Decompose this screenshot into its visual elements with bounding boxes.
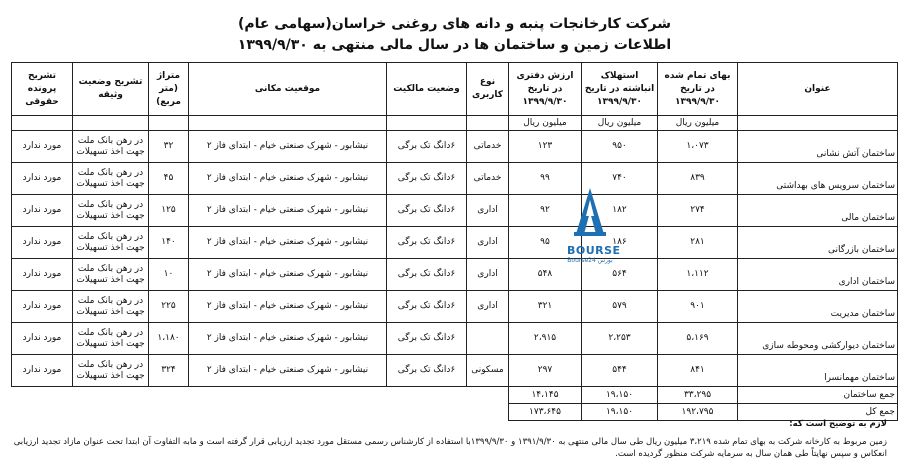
cell-deed-status: در رهن بانک ملت جهت اخذ تسهیلات — [73, 227, 149, 259]
cell-legal: مورد ندارد — [12, 323, 73, 355]
cell-area: ۱۰ — [149, 259, 189, 291]
cell-depreciation: ۱۸۲ — [582, 195, 658, 227]
col-usage-header: نوع کاربری — [467, 63, 509, 116]
cell-deed-status: در رهن بانک ملت جهت اخذ تسهیلات — [73, 323, 149, 355]
cell-title: ساختمان دیوارکشی ومحوطه سازی — [738, 323, 898, 355]
cell-usage: اداری — [467, 291, 509, 323]
buildings-total-cost: ۳۳،۲۹۵ — [658, 387, 738, 404]
cell-area: ۱،۱۸۰ — [149, 323, 189, 355]
cell-deed-status: در رهن بانک ملت جهت اخذ تسهیلات — [73, 291, 149, 323]
bourse-logo-icon — [570, 186, 610, 238]
col-book-value-header: ارزش دفتری در تاریخ ۱۳۹۹/۹/۳۰ — [509, 63, 582, 116]
cell-ownership: ۶دانگ تک برگی — [387, 259, 467, 291]
unit-blank — [189, 116, 387, 131]
cell-deed-status: در رهن بانک ملت جهت اخذ تسهیلات — [73, 355, 149, 387]
cell-cost: ۸۳۹ — [658, 163, 738, 195]
cell-title: ساختمان بازرگانی — [738, 227, 898, 259]
buildings-total-label: جمع ساختمان — [738, 387, 898, 404]
cell-location: نیشابور - شهرک صنعتی خیام - ابتدای فاز ۲ — [189, 227, 387, 259]
cell-usage: خدماتی — [467, 131, 509, 163]
company-title: شرکت کارخانجات پنبه و دانه های روغنی خراسان(سهامی عام) — [237, 16, 672, 32]
grand-total-depreciation: ۱۹،۱۵۰ — [582, 404, 658, 421]
cell-depreciation: ۵۷۹ — [582, 291, 658, 323]
cell-book-value: ۲،۹۱۵ — [509, 323, 582, 355]
cell-location: نیشابور - شهرک صنعتی خیام - ابتدای فاز ۲ — [189, 195, 387, 227]
cell-title: ساختمان اداری — [738, 259, 898, 291]
cell-ownership: ۶دانگ تک برگی — [387, 195, 467, 227]
unit-blank — [467, 116, 509, 131]
buildings-total-book: ۱۴،۱۴۵ — [509, 387, 582, 404]
cell-usage: اداری — [467, 227, 509, 259]
cell-cost: ۱،۱۱۲ — [658, 259, 738, 291]
cell-title: ساختمان سرویس های بهداشتی — [738, 163, 898, 195]
cell-area: ۲۲۵ — [149, 291, 189, 323]
grand-total-label: جمع کل — [738, 404, 898, 421]
unit-blank — [12, 116, 73, 131]
buildings-table — [11, 62, 898, 421]
cell-legal: مورد ندارد — [12, 195, 73, 227]
cell-ownership: ۶دانگ تک برگی — [387, 131, 467, 163]
cell-ownership: ۶دانگ تک برگی — [387, 163, 467, 195]
cell-location: نیشابور - شهرک صنعتی خیام - ابتدای فاز ۲ — [189, 291, 387, 323]
bourse-logo-text: BOURSE — [567, 244, 621, 257]
note-body: زمین مربوط به کارخانه شرکت به بهای تمام شده ۳،۲۱۹ میلیون ریال طی سال مالی منتهی به ۱۳۹۱/۹/۳۰ و ۱۳۹۹/۹/۳۰با استفاده از کارشناس رسمی مستقل مورد تجدید ارزیابی قرار گرفته است و مابه التفاوت آن ابتدا تحت عنوان مازاد تجدید ارزیابی انعکاس و سپس نهایتاً طی همان سال به سرمایه شرکت منظور گردیده است. — [13, 437, 887, 459]
cell-cost: ۵،۱۶۹ — [658, 323, 738, 355]
cell-usage — [467, 323, 509, 355]
cell-area: ۱۲۵ — [149, 195, 189, 227]
cell-book-value: ۵۴۸ — [509, 259, 582, 291]
cell-title: ساختمان مالی — [738, 195, 898, 227]
buildings-total-depreciation: ۱۹،۱۵۰ — [582, 387, 658, 404]
col-location-header: موقعیت مکانی — [189, 63, 387, 116]
cell-cost: ۲۷۴ — [658, 195, 738, 227]
table-row — [12, 323, 898, 355]
cell-location: نیشابور - شهرک صنعتی خیام - ابتدای فاز ۲ — [189, 323, 387, 355]
cell-area: ۱۴۰ — [149, 227, 189, 259]
cell-legal: مورد ندارد — [12, 259, 73, 291]
table-row — [12, 195, 898, 227]
table-row — [12, 259, 898, 291]
cell-deed-status: در رهن بانک ملت جهت اخذ تسهیلات — [73, 163, 149, 195]
cell-legal: مورد ندارد — [12, 355, 73, 387]
cell-ownership: ۶دانگ تک برگی — [387, 291, 467, 323]
col-ownership-header: وضعیت مالکیت — [387, 63, 467, 116]
unit-blank — [738, 116, 898, 131]
cell-area: ۳۲ — [149, 131, 189, 163]
cell-location: نیشابور - شهرک صنعتی خیام - ابتدای فاز ۲ — [189, 163, 387, 195]
cell-ownership: ۶دانگ تک برگی — [387, 355, 467, 387]
unit-blank — [149, 116, 189, 131]
cell-location: نیشابور - شهرک صنعتی خیام - ابتدای فاز ۲ — [189, 259, 387, 291]
cell-legal: مورد ندارد — [12, 291, 73, 323]
cell-book-value: ۲۹۷ — [509, 355, 582, 387]
cell-ownership: ۶دانگ تک برگی — [387, 323, 467, 355]
unit-blank — [73, 116, 149, 131]
cell-depreciation: ۲،۲۵۳ — [582, 323, 658, 355]
unit-label-book: میلیون ریال — [509, 116, 582, 131]
cell-depreciation: ۵۶۴ — [582, 259, 658, 291]
bourse-logo-subtext: Bourse24 بورس — [567, 257, 613, 264]
unit-label-depreciation: میلیون ریال — [582, 116, 658, 131]
col-title-header: عنوان — [738, 63, 898, 116]
cell-legal: مورد ندارد — [12, 163, 73, 195]
cell-deed-status: در رهن بانک ملت جهت اخذ تسهیلات — [73, 259, 149, 291]
cell-legal: مورد ندارد — [12, 227, 73, 259]
report-subtitle: اطلاعات زمین و ساختمان ها در سال مالی منتهی به ۱۳۹۹/۹/۳۰ — [237, 37, 672, 53]
cell-usage: خدماتی — [467, 163, 509, 195]
cell-title: ساختمان مدیریت — [738, 291, 898, 323]
cell-usage: مسکونی — [467, 355, 509, 387]
cell-book-value: ۱۲۳ — [509, 131, 582, 163]
cell-book-value: ۹۵ — [509, 227, 582, 259]
table-row — [12, 355, 898, 387]
cell-depreciation: ۱۸۶ — [582, 227, 658, 259]
cell-location: نیشابور - شهرک صنعتی خیام - ابتدای فاز ۲ — [189, 355, 387, 387]
cell-location: نیشابور - شهرک صنعتی خیام - ابتدای فاز ۲ — [189, 131, 387, 163]
table-row — [12, 291, 898, 323]
cell-ownership: ۶دانگ تک برگی — [387, 227, 467, 259]
grand-total-book: ۱۷۳،۶۴۵ — [509, 404, 582, 421]
col-cost-header: بهای تمام شده در تاریخ ۱۳۹۹/۹/۳۰ — [658, 63, 738, 116]
grand-total-cost: ۱۹۲،۷۹۵ — [658, 404, 738, 421]
cell-cost: ۲۸۱ — [658, 227, 738, 259]
cell-legal: مورد ندارد — [12, 131, 73, 163]
cell-usage: اداری — [467, 259, 509, 291]
sum-spacer — [12, 404, 509, 421]
table-row — [12, 227, 898, 259]
cell-area: ۳۲۴ — [149, 355, 189, 387]
cell-book-value: ۳۲۱ — [509, 291, 582, 323]
cell-deed-status: در رهن بانک ملت جهت اخذ تسهیلات — [73, 195, 149, 227]
cell-cost: ۸۴۱ — [658, 355, 738, 387]
cell-title: ساختمان مهمانسرا — [738, 355, 898, 387]
cell-usage: اداری — [467, 195, 509, 227]
cell-cost: ۱،۰۷۳ — [658, 131, 738, 163]
table-body — [12, 131, 898, 387]
cell-depreciation: ۵۴۴ — [582, 355, 658, 387]
cell-book-value: ۹۹ — [509, 163, 582, 195]
col-legal-header: تشریح پرونده حقوقی — [12, 63, 73, 116]
sum-spacer — [12, 387, 509, 404]
cell-depreciation: ۷۴۰ — [582, 163, 658, 195]
cell-area: ۴۵ — [149, 163, 189, 195]
note-intro: لازم به توضیح است که: — [789, 419, 887, 429]
cell-title: ساختمان آتش نشانی — [738, 131, 898, 163]
cell-deed-status: در رهن بانک ملت جهت اخذ تسهیلات — [73, 131, 149, 163]
col-deed-header: تشریح وضعیت وثیقه — [73, 63, 149, 116]
cell-depreciation: ۹۵۰ — [582, 131, 658, 163]
col-area-header: متراژ (متر مربع) — [149, 63, 189, 116]
table-row — [12, 131, 898, 163]
cell-book-value: ۹۲ — [509, 195, 582, 227]
unit-blank — [387, 116, 467, 131]
table-row — [12, 163, 898, 195]
col-depreciation-header: استهلاک انباشته در تاریخ ۱۳۹۹/۹/۳۰ — [582, 63, 658, 116]
unit-label-cost: میلیون ریال — [658, 116, 738, 131]
cell-cost: ۹۰۱ — [658, 291, 738, 323]
